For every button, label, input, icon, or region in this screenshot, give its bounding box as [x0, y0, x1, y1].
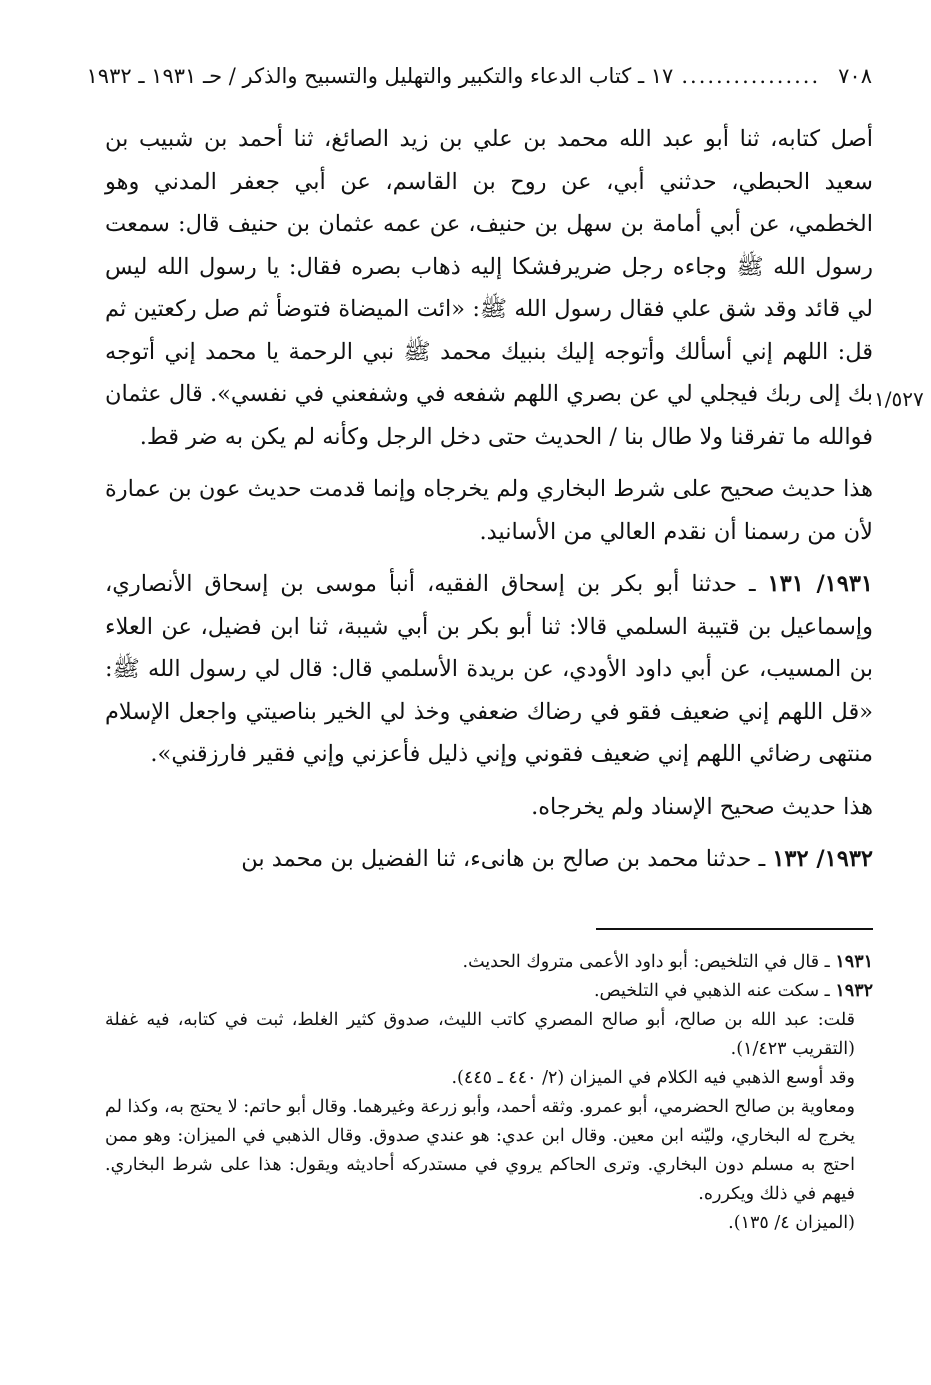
footnote-text-1932: ـ سكت عنه الذهبي في التلخيص. [593, 981, 830, 1001]
footnote-separator [596, 928, 873, 930]
footnote-1932-note-1: قلت: عبد الله بن صالح، أبو صالح المصري كاتب الليث، صدوق كثير الغلط، ثبت في كتابه، فيه غفلة (التقريب ١/٤٢٣). [105, 1010, 855, 1059]
hadith-1931 [105, 563, 873, 776]
footnote-1931 [105, 948, 873, 977]
hadith-1932 [105, 838, 873, 881]
footnote-number-1932: ١٩٣٢ [835, 981, 873, 1001]
footnote-1932-note-4: (الميزان ٤/ ١٣٥). [728, 1213, 855, 1233]
header-title: ١٧ ـ كتاب الدعاء والتكبير والتهليل والتسبيح والذكر / حـ ١٩٣١ ـ ١٩٣٢ [86, 64, 674, 88]
paragraph-isnad-continuation: أصل كتابه، ثنا أبو عبد الله محمد بن علي بن زيد الصائغ، ثنا أحمد بن شبيب بن سعيد الحبطي، حدثني أبي، عن روح بن القاسم، عن أبي جعفر المدني وهو الخطمي، عن أبي أمامة بن سهل بن حنيف، عن عمه عثمان بن حنيف قال: سمعت رسول الله ﷺ وجاءه رجل ضريرفشكا إليه ذهاب بصره فقال: يا رسول الله ليس لي قائد وقد شق علي فقال رسول الله ﷺ: «ائت الميضاة فتوضأ ثم صل ركعتين ثم قل: اللهم إني أسألك وأتوجه إليك بنبيك محمد ﷺ نبي الرحمة يا محمد إني أتوجه بك إلى ربك فيجلي لي عن بصري اللهم شفعه في وشفعني في نفسي». قال عثمان فوالله ما تفرقنا ولا طال بنا / الحديث حتى دخل الرجل وكأنه لم يكن به ضر قط. [105, 126, 873, 450]
margin-reference: ١/٥٢٧ [874, 387, 924, 411]
footnote-1932-note-3: ومعاوية بن صالح الحضرمي، أبو عمرو. وثقه أحمد، وأبو زرعة وغيرهما. وقال أبو حاتم: لا يحتج به، وكذا لم يخرج له البخاري، وليّنه ابن معين. وقال ابن عدي: هو عندي صدوق. وقال الذهبي في الميزان: وهو ممن احتج به مسلم دون البخاري. وترى الحاكم يروي في مستدركه أحاديثه ويقول: هذا على شرط البخاري. فيهم في ذلك ويكرره. [105, 1097, 855, 1204]
page-number: ٧٠٨ [838, 64, 872, 88]
paragraph-grading-2: هذا حديث صحيح الإسناد ولم يخرجاه. [531, 793, 873, 820]
footnote-number-1931: ١٩٣١ [835, 952, 873, 972]
hadith-text-1932: ـ حدثنا محمد بن صالح بن هانىء، ثنا الفضيل بن محمد بن [241, 846, 766, 872]
hadith-number-1932: ١٩٣٢/ ١٣٢ [772, 846, 873, 872]
footnotes [105, 948, 873, 1238]
main-text [105, 118, 873, 881]
paragraph-grading-1: هذا حديث صحيح على شرط البخاري ولم يخرجاه وإنما قدمت حديث عون بن عمارة لأن من رسمنا أن نقدم العالي من الأسانيد. [105, 476, 873, 545]
hadith-number-1931: ١٩٣١/ ١٣١ [767, 571, 873, 597]
footnote-text-1931: ـ قال في التلخيص: أبو داود الأعمى متروك الحديث. [462, 952, 830, 972]
footnote-1932-note-2: وقد أوسع الذهبي فيه الكلام في الميزان (٢/ ٤٤٠ ـ ٤٤٥). [451, 1068, 855, 1088]
hadith-text-1931: ـ حدثنا أبو بكر بن إسحاق الفقيه، أنبأ موسى بن إسحاق الأنصاري، وإسماعيل بن قتيبة السلمي قالا: ثنا أبو بكر بن أبي شيبة، ثنا ابن فضيل، عن العلاء بن المسيب، عن أبي داود الأودي، عن بريدة الأسلمي قال: قال لي رسول الله ﷺ: «قل اللهم إني ضعيف فقو في رضاك ضعفي وخذ لي الخير بناصيتي واجعل الإسلام منتهى رضائي اللهم إني ضعيف فقوني وإني ذليل فأعزني وإني فقير فارزقني». [105, 571, 873, 767]
header-leader-dots: ................ [681, 64, 821, 88]
footnote-1932 [105, 977, 873, 1006]
running-header [86, 62, 872, 90]
